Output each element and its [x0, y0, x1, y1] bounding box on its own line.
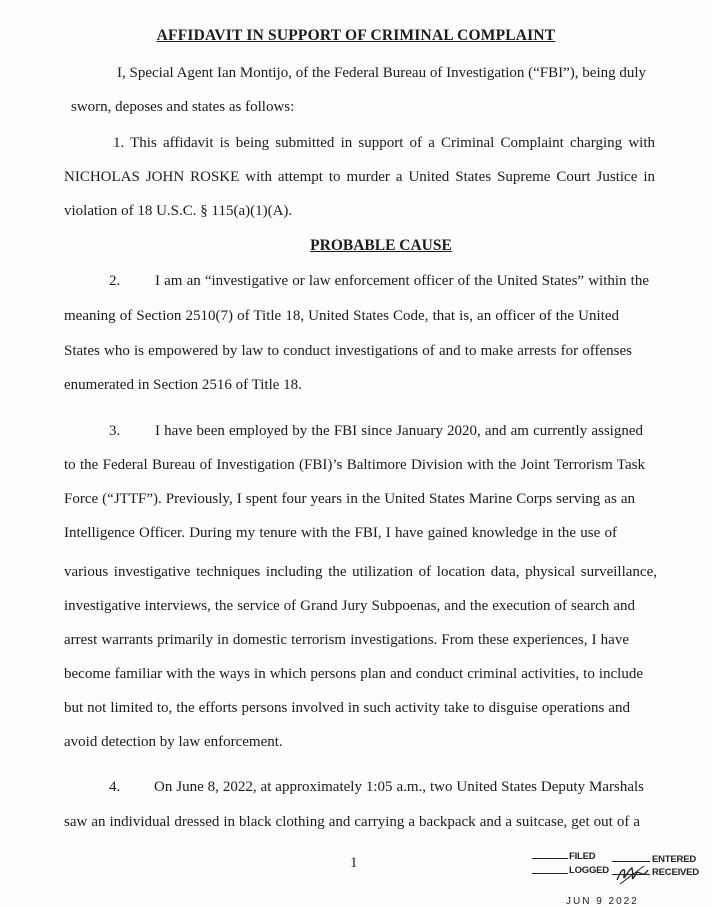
- para4-line-2: saw an individual dressed in black clothing and carrying a backpack and a suitcase, get out of a: [64, 814, 640, 830]
- para3-line-8: become familiar with the ways in which persons plan and conduct criminal activities, to include: [64, 666, 643, 682]
- stamp-date-partial: JUN 9 2022: [566, 896, 639, 907]
- para3-line-5: various investigative techniques including the utilization of location data, physical surveillance,: [64, 564, 657, 580]
- page-number: 1: [350, 855, 358, 871]
- para3-line-6: investigative interviews, the service of Grand Jury Subpoenas, and the execution of search and: [64, 598, 635, 614]
- para3-number: 3.: [109, 423, 121, 439]
- para3-line-2: to the Federal Bureau of Investigation (FBI)’s Baltimore Division with the Joint Terrorism Task: [64, 457, 645, 473]
- para3-line-9: but not limited to, the efforts persons involved in such activity take to disguise operations and: [64, 700, 630, 716]
- stamp-rule-logged: [532, 873, 568, 874]
- para3-line-3: Force (“JTTF”). Previously, I spent four years in the United States Marine Corps serving as an: [64, 491, 635, 507]
- stamp-filed-label: FILED: [569, 851, 596, 862]
- para3-line-1: I have been employed by the FBI since January 2020, and am currently assigned: [155, 423, 643, 439]
- intro-line-2: sworn, deposes and states as follows:: [71, 99, 295, 115]
- intro-line-1: I, Special Agent Ian Montijo, of the Federal Bureau of Investigation (“FBI”), being duly: [117, 65, 647, 81]
- para2-line-1: I am an “investigative or law enforcement officer of the United States” within the: [155, 273, 649, 289]
- para1-line-3: violation of 18 U.S.C. § 115(a)(1)(A).: [64, 203, 293, 219]
- probable-cause-heading: PROBABLE CAUSE: [310, 237, 452, 254]
- stamp-entered-label: ENTERED: [652, 854, 696, 865]
- para2-line-2: meaning of Section 2510(7) of Title 18, United States Code, that is, an officer of the United: [64, 308, 619, 324]
- stamp-received-label: RECEIVED: [652, 867, 699, 878]
- para3-line-7: arrest warrants primarily in domestic terrorism investigations. From these experiences, I have: [64, 632, 629, 648]
- stamp-rule-filed: [532, 858, 568, 859]
- para2-number: 2.: [109, 273, 121, 289]
- para3-line-10: avoid detection by law enforcement.: [64, 734, 283, 750]
- handwritten-initials-icon: [614, 862, 654, 888]
- para4-number: 4.: [109, 779, 121, 795]
- document-title: AFFIDAVIT IN SUPPORT OF CRIMINAL COMPLAINT: [156, 27, 556, 44]
- para3-line-4: Intelligence Officer. During my tenure with the FBI, I have gained knowledge in the use of: [64, 525, 617, 541]
- para1-line-1: 1. This affidavit is being submitted in support of a Criminal Complaint charging with: [113, 135, 655, 151]
- para2-line-4: enumerated in Section 2516 of Title 18.: [64, 377, 302, 393]
- stamp-logged-label: LOGGED: [569, 865, 609, 876]
- para4-line-1: On June 8, 2022, at approximately 1:05 a.m., two United States Deputy Marshals: [154, 779, 644, 795]
- para1-line-2: NICHOLAS JOHN ROSKE with attempt to murder a United States Supreme Court Justice in: [64, 169, 655, 185]
- para2-line-3: States who is empowered by law to conduct investigations of and to make arrests for offenses: [64, 343, 632, 359]
